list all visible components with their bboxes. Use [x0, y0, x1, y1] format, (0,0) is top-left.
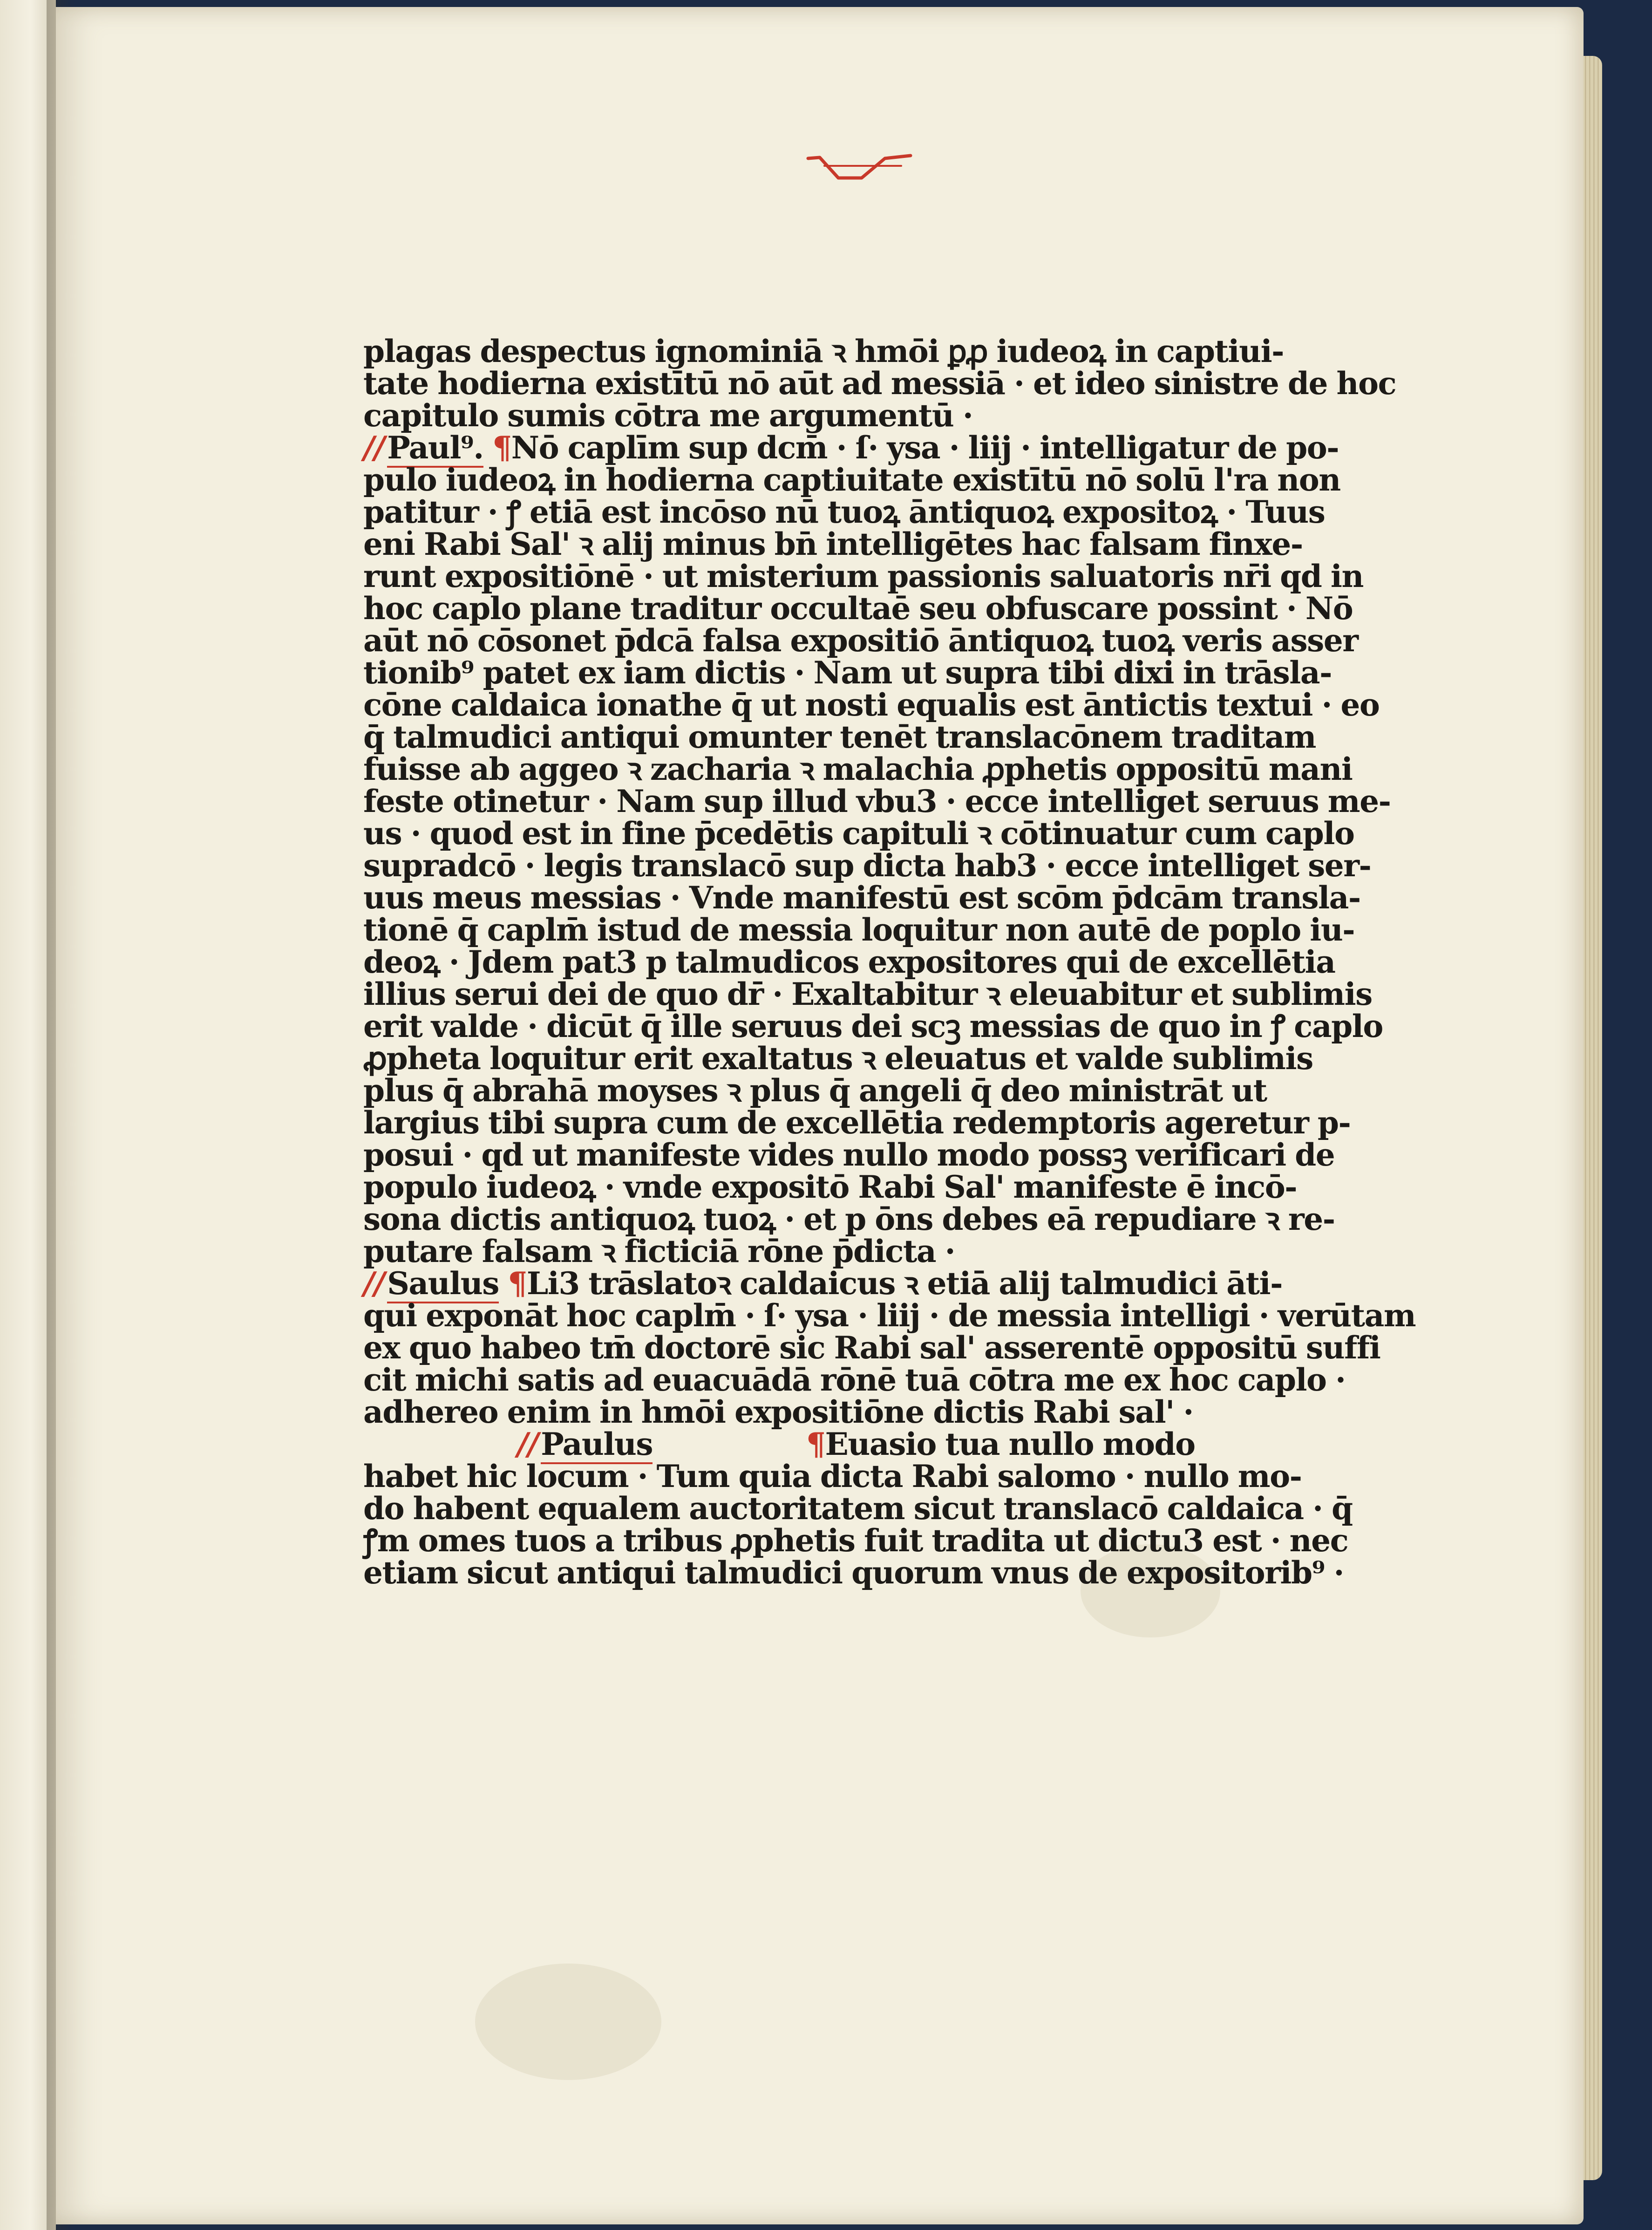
text-line: patitur · ꝭ etiā est incōso nū tuoꝝ āntiquoꝝ expositoꝝ · Tuus: [363, 494, 1325, 530]
text-line: populo iudeoꝝ · vnde expositō Rabi Sal' manifeste ē incō-: [363, 1169, 1297, 1205]
text-line: illius serui dei de quo dr̄ · Exaltabitur ꝛ eleuabitur et sublimis: [363, 976, 1372, 1012]
text-line: erit valde · dicūt q̄ ille seruus dei scꝫ messias de quo in ꝭ caplo: [363, 1008, 1383, 1044]
text-line: plagas despectus ignominiā ꝛ hmōi ꝑꝓ iudeoꝝ in captiui-: [363, 333, 1284, 369]
speaker-paulus: Paul⁹.: [387, 430, 483, 468]
text-line: aūt nō cōsonet p̄dcā falsa expositiō āntiquoꝝ tuoꝝ veris asser: [363, 622, 1358, 659]
text-line: feste otinetur · Nam sup illud vbu3 · ecce intelliget seruus me-: [363, 783, 1391, 819]
text-line: cit michi satis ad euacuādā rōnē tuā cōtra me ex hoc caplo ·: [363, 1362, 1346, 1398]
text-line: tionib⁹ patet ex iam dictis · Nam ut supra tibi dixi in trāsla-: [363, 655, 1332, 691]
text-line: supradcō · legis translacō sup dicta hab3 · ecce intelliget ser-: [363, 847, 1371, 884]
text-line: adhereo enim in hmōi expositiōne dictis Rabi sal' ·: [363, 1394, 1193, 1430]
text-line: //Paulus ¶Euasio tua nullo modo: [363, 1428, 1216, 1460]
text-line: runt expositiōnē · ut misterium passionis saluatoris nr̄i qd in: [363, 558, 1363, 594]
text-line: ex quo habeo tm̄ doctorē sic Rabi sal' asserentē oppositū suffi: [363, 1330, 1380, 1366]
text-line: q̄ talmudici antiqui omunter tenēt translacōnem traditam: [363, 719, 1316, 755]
text-line: largius tibi supra cum de excellētia redemptoris ageretur p-: [363, 1105, 1351, 1141]
text-line: pulo iudeoꝝ in hodierna captiuitate existītū nō solū l'ra non: [363, 462, 1340, 498]
paper-stain: [475, 1964, 661, 2080]
text-line: habet hic locum · Tum quia dicta Rabi salomo · nullo mo-: [363, 1458, 1302, 1494]
text-line: uus meus messias · Vnde manifestū est scōm p̄dcām transla-: [363, 880, 1360, 916]
text-line: //Paul⁹. ¶Nō caplīm sup dcm̄ · ſ· ysa · liij · intelligatur de po-: [363, 432, 1216, 464]
text-line: hoc caplo plane traditur occultaē seu obfuscare possint · Nō: [363, 590, 1353, 627]
text-line: eni̇ Rabi Sal' ꝛ alij minus bn̄ intelligētes hac falsam finxe-: [363, 526, 1303, 562]
pilcrow-icon: ¶: [492, 430, 511, 466]
text-line: putare falsam ꝛ ficticiā rōne p̄dicta ·: [363, 1233, 955, 1269]
text-line: capitulo sumis cōtra me argumentū ·: [363, 397, 973, 434]
text-line: fuisse ab aggeo ꝛ zacharia ꝛ malachia ꝓphetis oppositū mani: [363, 751, 1353, 787]
text-line: etiam sicut antiqui talmudici quorum vnus de expositorib⁹ ·: [363, 1555, 1344, 1591]
signature-mark-v: [806, 149, 913, 186]
speaker-paulus-2: Paulus: [541, 1426, 653, 1464]
pilcrow-icon: ¶: [508, 1265, 527, 1302]
text-line: //Saulus ¶Li3 trāslatoꝛ caldaicus ꝛ etiā alij talmudici āti-: [363, 1268, 1216, 1300]
speaker-saulus: Saulus: [387, 1265, 499, 1303]
text-line: ꝭm omes tuos a tribus ꝓphetis fuit tradita ut dictu3 est · nec: [363, 1522, 1348, 1559]
main-text: [363, 333, 1416, 1591]
text-line: qui exponāt hoc caplm̄ · ſ· ysa · liij · de messia intelligi · verūtam: [363, 1297, 1416, 1334]
text-line: tate hodierna existītū nō aūt ad messiā · et ideo sinistre de hoc: [363, 365, 1396, 402]
text-line: cōne caldaica ionathe q̄ ut nosti equalis est āntictis textui · eo: [363, 687, 1380, 723]
text-line: tionē q̄ caplm̄ istud de messia loquitur non autē de poplo iu-: [363, 912, 1355, 948]
text-line: ꝓpheta loquitur erit exaltatus ꝛ eleuatus et valde sublimis: [363, 1040, 1313, 1077]
text-line: us · quod est in fine p̄cedētis capituli ꝛ cōtinuatur cum caplo: [363, 815, 1354, 852]
text-line: plus q̄ abrahā moyses ꝛ plus q̄ angeli q̄ deo ministrāt ut: [363, 1072, 1267, 1109]
text-line: posui · qd ut manifeste vides nullo modo possꝫ verificari de: [363, 1137, 1335, 1173]
text-line: deoꝝ · Jdem pat3 p talmudicos expositores qui de excellētia: [363, 944, 1335, 980]
text-line: sona dictis antiquoꝝ tuoꝝ · et p ōns debes eā repudiare ꝛ re-: [363, 1201, 1335, 1237]
text-line: do habent equalem auctoritatem sicut translacō caldaica · q̄: [363, 1490, 1353, 1527]
pilcrow-icon: ¶: [806, 1426, 825, 1462]
